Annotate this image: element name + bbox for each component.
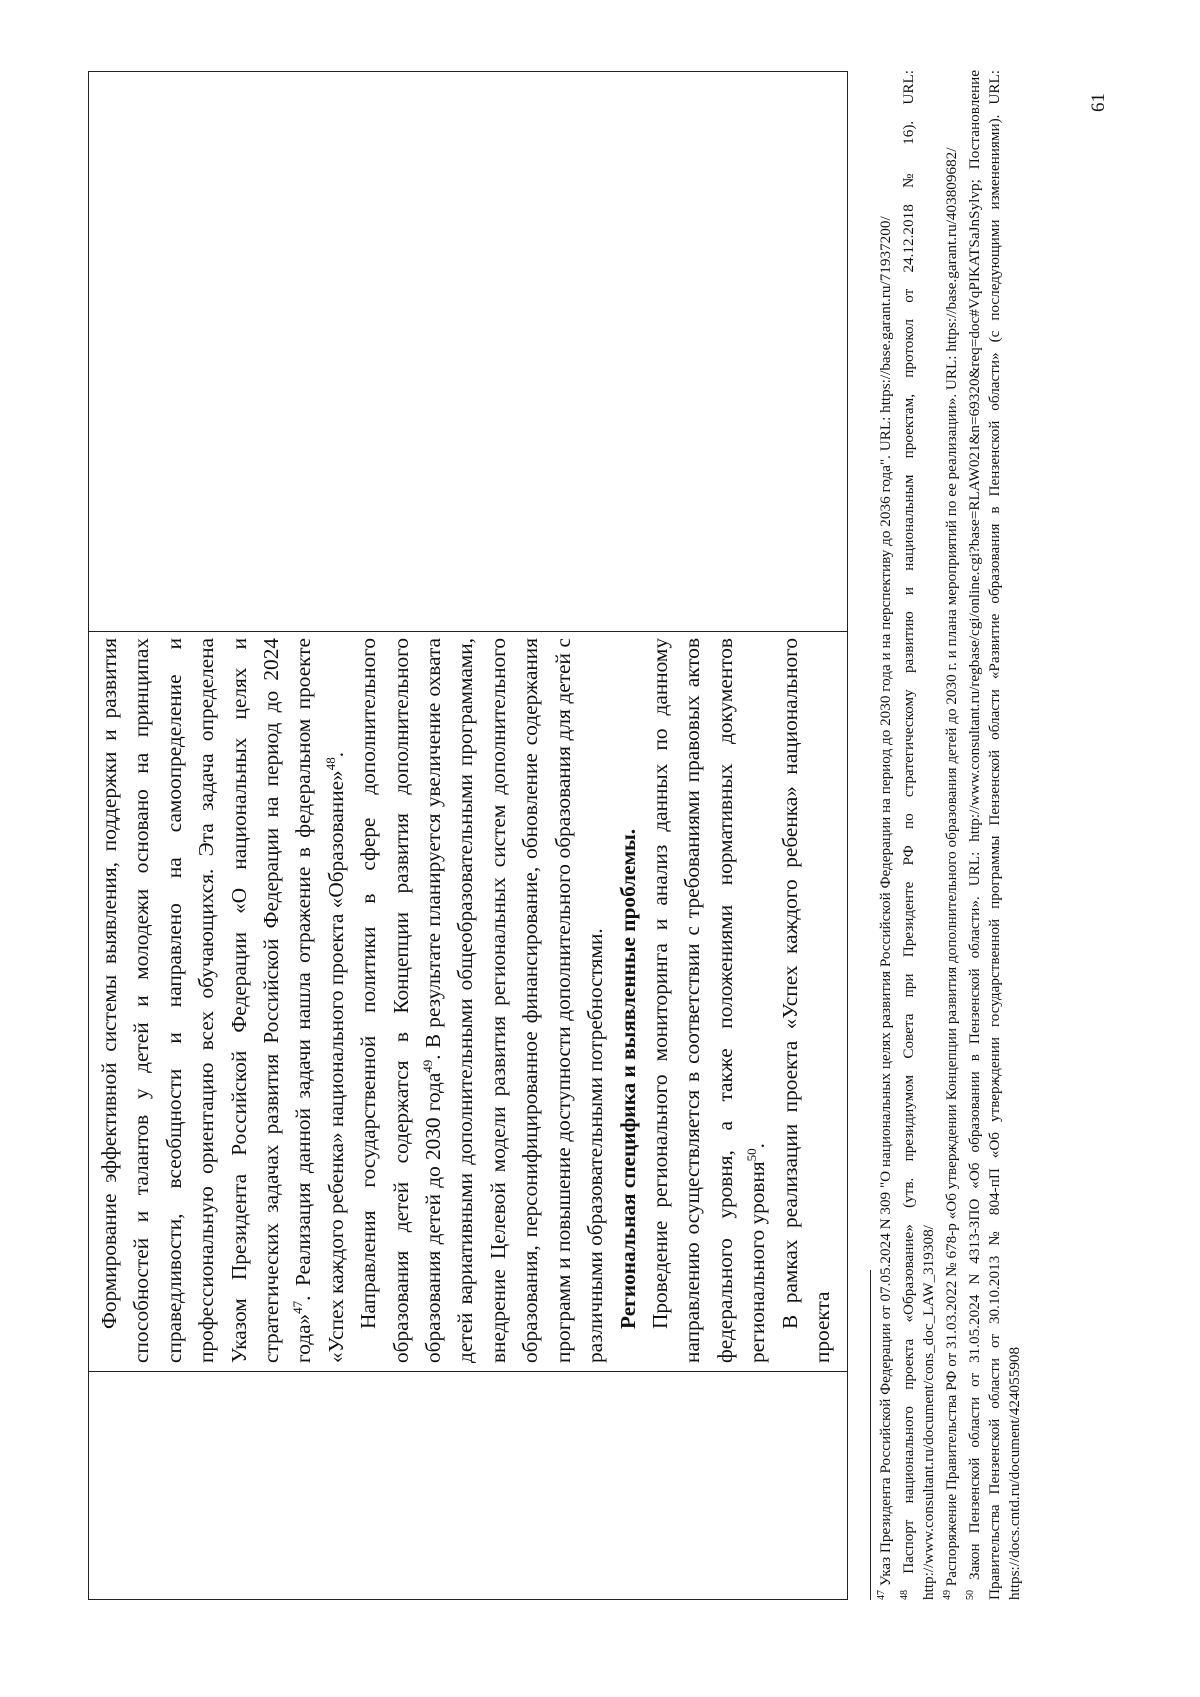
section-heading: Региональная специфика и выявленные проблемы. [615,828,640,1329]
footnote-separator [870,1270,871,1600]
footnote-ref-47[interactable]: 47 [290,1300,306,1314]
table-cell-text [89,631,847,1371]
footnote-48: $^{48}$ Паспорт национального проекта «Образование» (утв. президиумом Совета при Президенте РФ по стратегическому развитию и национальным проектам, протокол от 24.12.2018 № 16). URL: http://www.consultant.ru/document/cons_doc_LAW_319308/ [898,70,937,1600]
footnote-47: $^{47}$ Указ Президента Российской Федерации от 07.05.2024 N 309 "О национальных целях развития Российской Федерации на период до 2030 года и на перспективу до 2036 года". URL: https://base.garant.ru/71937200/ [875,216,894,1600]
paragraph-1: Формирование эффективной системы выявления, поддержки и развития способностей и талантов у детей и молодежи основано на принципах справедливости, всеобщности и направлено на самоопределение и профессиональную ориентацию всех обучающихся. Эта задача определена Указом Президента Российской Федерации «О национальных целях и стратегических задачах развития Российской Федерации на период до 2024 года»$^{47}$. Реализация данной задачи нашла отражение в федеральном проекте «Успех каждого ребенка» национального проекта «Образование»$^{48}$. [97,638,348,1363]
paragraph-3: Проведение регионального мониторинга и анализ данных по данному направлению осуществляется в соответствии с требованиями правовых актов федерального уровня, а также положениями нормативных документов регионального уровня$^{50}$. [647,638,770,1363]
page-number: 61 [1088,93,1109,112]
footnote-ref-49[interactable]: 49 [419,1059,435,1073]
paragraph-2: Направления государственной политики в сфере дополнительного образования детей содержатся в Концепции развития дополнительного образования детей до 2030 года$^{49}$. В результате планируется увеличение охвата детей вариативными дополнительными общеобразовательными программами, внедрение Целевой модели развития региональных систем дополнительного образования, персонифицированное финансирование, обновление содержания программ и повышение доступности дополнительного образования для детей с различными образовательными потребностями. [356,638,608,1363]
paragraph-4: В рамках реализации проекта «Успех каждого ребенка» национального проекта [777,638,834,1363]
footnote-ref-50[interactable]: 50 [744,1148,760,1162]
content-table [88,71,848,1600]
footnotes [876,70,1028,1600]
table-cell-right [89,72,847,631]
footnote-50: $^{50}$ Закон Пензенской области от 31.05.2024 N 4313-ЗПО «Об образовании в Пензенской области». URL: http://www.consultant.ru/regbase/cgi/online.cgi?base=RLAW021&n=69320&req=doc#VqPIKATSaJnSylvp; Постановление Правительства Пензенской области от 30.10.2013 № 804-пП «Об утверждении государственной программы Пензенской области «Развитие образования в Пензенской области» (с последующими изменениями). URL: https://docs.cntd.ru/document/424055908 [964,69,1023,1600]
footnote-49: $^{49}$ Распоряжение Правительства РФ от 31.03.2022 № 678-р «Об утверждении Концепции развития дополнительного образования детей до 2030 г. и плана мероприятий по ее реализации». URL: https://base.garant.ru/403809682/ [941,147,960,1600]
footnote-ref-48[interactable]: 48 [322,757,338,771]
table-cell-left [89,1371,847,1599]
